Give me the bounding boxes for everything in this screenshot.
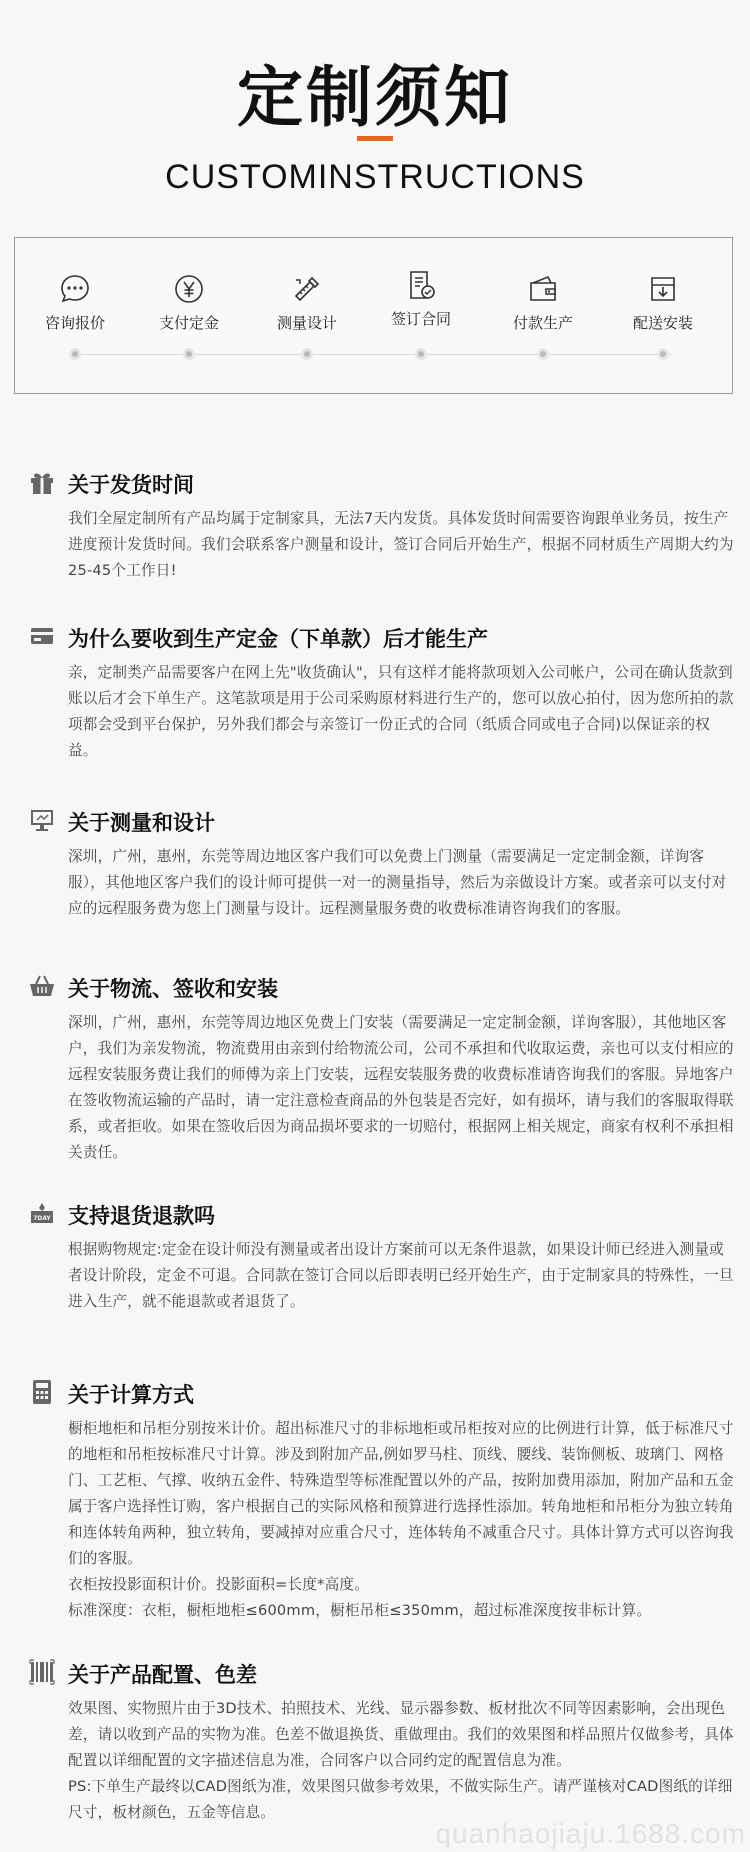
section-body	[28, 1416, 738, 1624]
step-measure-design	[257, 272, 357, 382]
section-config-color-difference	[28, 1658, 738, 1826]
section-body	[28, 660, 738, 764]
section-paragraph: PS:下单生产最终以CAD图纸为准，效果图只做参考效果，不做实际生产。请严谨核对CAD图纸的详细尺寸，板材颜色，五金等信息。	[68, 1778, 733, 1821]
section-measure-design	[28, 806, 738, 922]
section-title: 关于发货时间	[68, 473, 194, 497]
page-title: 定制须知	[237, 59, 513, 136]
section-logistics-install	[28, 972, 738, 1166]
step-label: 支付定金	[158, 314, 219, 332]
section-header	[28, 1658, 738, 1688]
7day-icon	[28, 1199, 56, 1227]
section-header	[28, 1199, 738, 1229]
title-accent-bar	[357, 136, 393, 141]
step-label: 付款生产	[512, 314, 573, 332]
section-paragraph: 效果图、实物照片由于3D技术、拍照技术、光线、显示器参数、板材批次不同等因素影响，会出现色差，请以收到产品的实物为准。色差不做退换货、重做理由。我们的效果图和样品照片仅做参考，具体配置以详细配置的文字描述信息为准，合同客户以合同约定的配置信息为准。	[68, 1700, 734, 1769]
section-header	[28, 972, 738, 1002]
section-body	[28, 1010, 738, 1166]
section-paragraph: 我们全屋定制所有产品均属于定制家具，无法7天内发货。具体发货时间需要咨询跟单业务员，按生产进度预计发货时间。我们会联系客户测量和设计，签订合同后开始生产，根据不同材质生产周期大约为25-45个工作日!	[68, 510, 734, 579]
section-body	[28, 506, 738, 584]
section-paragraph: 深圳，广州，惠州，东莞等周边地区客户我们可以免费上门测量（需要满足一定定制金额，详询客服），其他地区客户我们的设计师可提供一对一的测量指导，然后为亲做设计方案。或者亲可以支付对应的远程服务费为您上门测量与设计。远程测量服务费的收费标准请咨询我们的客服。	[68, 848, 727, 917]
step-deposit	[139, 272, 239, 382]
step-pay-produce	[493, 272, 593, 382]
section-title: 关于测量和设计	[68, 811, 215, 835]
section-body	[28, 844, 738, 922]
gift-icon	[28, 468, 56, 496]
step-label: 签订合同	[390, 310, 451, 328]
section-paragraph: 衣柜按投影面积计价。投影面积=长度*高度。	[68, 1576, 370, 1593]
svg-text:7DAY: 7DAY	[33, 1215, 51, 1222]
section-production-deposit	[28, 622, 738, 764]
section-title: 支持退货退款吗	[68, 1204, 215, 1228]
wallet-icon	[526, 272, 560, 306]
step-label: 测量设计	[276, 314, 337, 332]
color-swatch-icon	[28, 1658, 56, 1686]
contract-icon	[404, 268, 438, 302]
step-dot	[69, 348, 81, 360]
step-dot	[415, 348, 427, 360]
process-steps	[14, 237, 733, 394]
page-subtitle: CUSTOMINSTRUCTIONS	[165, 158, 585, 196]
delivery-box-icon	[646, 272, 680, 306]
yen-coin-icon	[172, 272, 206, 306]
step-consult	[25, 272, 125, 382]
section-title: 关于产品配置、色差	[68, 1663, 257, 1687]
section-header	[28, 622, 738, 652]
section-paragraph: 深圳，广州，惠州，东莞等周边地区免费上门安装（需要满足一定定制金额，详询客服），其他地区客户，我们为亲发物流，物流费用由亲到付给物流公司，公司不承担和代收取运费，亲也可以支付相应的远程安装服务费让我们的师傅为亲上门安装，远程安装服务费的收费标准请咨询我们的客服。异地客户在签收物流运输的产品时，请一定注意检查商品的外包装是否完好，如有损坏，请与我们的客服取得联系，或者拒收。如果在签收后因为商品损坏要求的一切赔付，根据网上相关规定，商家有权利不承担相关责任。	[68, 1014, 734, 1161]
section-paragraph: 标准深度：衣柜，橱柜地柜≤600mm，橱柜吊柜≤350mm，超过标准深度按非标计算。	[68, 1602, 652, 1619]
section-header	[28, 468, 738, 498]
section-body	[28, 1696, 738, 1826]
section-body	[28, 1237, 738, 1315]
ruler-pencil-icon	[290, 272, 324, 306]
step-dot	[301, 348, 313, 360]
step-delivery-install	[613, 272, 713, 382]
section-header	[28, 806, 738, 836]
watermark: quanhaojiaju.1688.com	[435, 1818, 746, 1849]
section-returns-refunds	[28, 1199, 738, 1315]
monitor-icon	[28, 806, 56, 834]
section-paragraph: 根据购物规定:定金在设计师没有测量或者出设计方案前可以无条件退款，如果设计师已经进入测量或者设计阶段，定金不可退。合同款在签订合同以后即表明已经开始生产，由于定制家具的特殊性，一旦进入生产，就不能退款或者退货了。	[68, 1241, 734, 1310]
section-shipping-time	[28, 468, 738, 584]
chat-bubble-icon	[58, 272, 92, 306]
step-label: 配送安装	[632, 314, 693, 332]
section-title: 为什么要收到生产定金（下单款）后才能生产	[68, 627, 488, 651]
section-paragraph: 橱柜地柜和吊柜分别按米计价。超出标准尺寸的非标地柜或吊柜按对应的比例进行计算，低于标准尺寸的地柜和吊柜按标准尺寸计算。涉及到附加产品,例如罗马柱、顶线、腰线、装饰侧板、玻璃门、网格门、工艺柜、气撑、收纳五金件、特殊造型等标准配置以外的产品，按附加费用添加，附加产品和五金属于客户选择性订购，客户根据自己的实际风格和预算进行选择性添加。转角地柜和吊柜分为独立转角和连体转角两种，独立转角，要减掉对应重合尺寸，连体转角不减重合尺寸。具体计算方式可以咨询我们的客服。	[68, 1420, 734, 1567]
section-title: 关于物流、签收和安装	[68, 977, 278, 1001]
step-sign-contract	[371, 268, 471, 378]
card-icon	[28, 622, 56, 650]
section-header	[28, 1378, 738, 1408]
calculator-icon	[28, 1378, 56, 1406]
section-paragraph: 亲，定制类产品需要客户在网上先"收货确认"，只有这样才能将款项划入公司帐户，公司在确认货款到账以后才会下单生产。这笔款项是用于公司采购原材料进行生产的，您可以放心拍付，因为您所拍的款项都会受到平台保护，另外我们都会与亲签订一份正式的合同（纸质合同或电子合同)以保证亲的权益。	[68, 664, 734, 759]
step-label: 咨询报价	[44, 314, 105, 332]
basket-icon	[28, 972, 56, 1000]
step-dot	[183, 348, 195, 360]
section-title: 关于计算方式	[68, 1383, 194, 1407]
step-dot	[657, 348, 669, 360]
step-dot	[537, 348, 549, 360]
section-pricing-method	[28, 1378, 738, 1624]
